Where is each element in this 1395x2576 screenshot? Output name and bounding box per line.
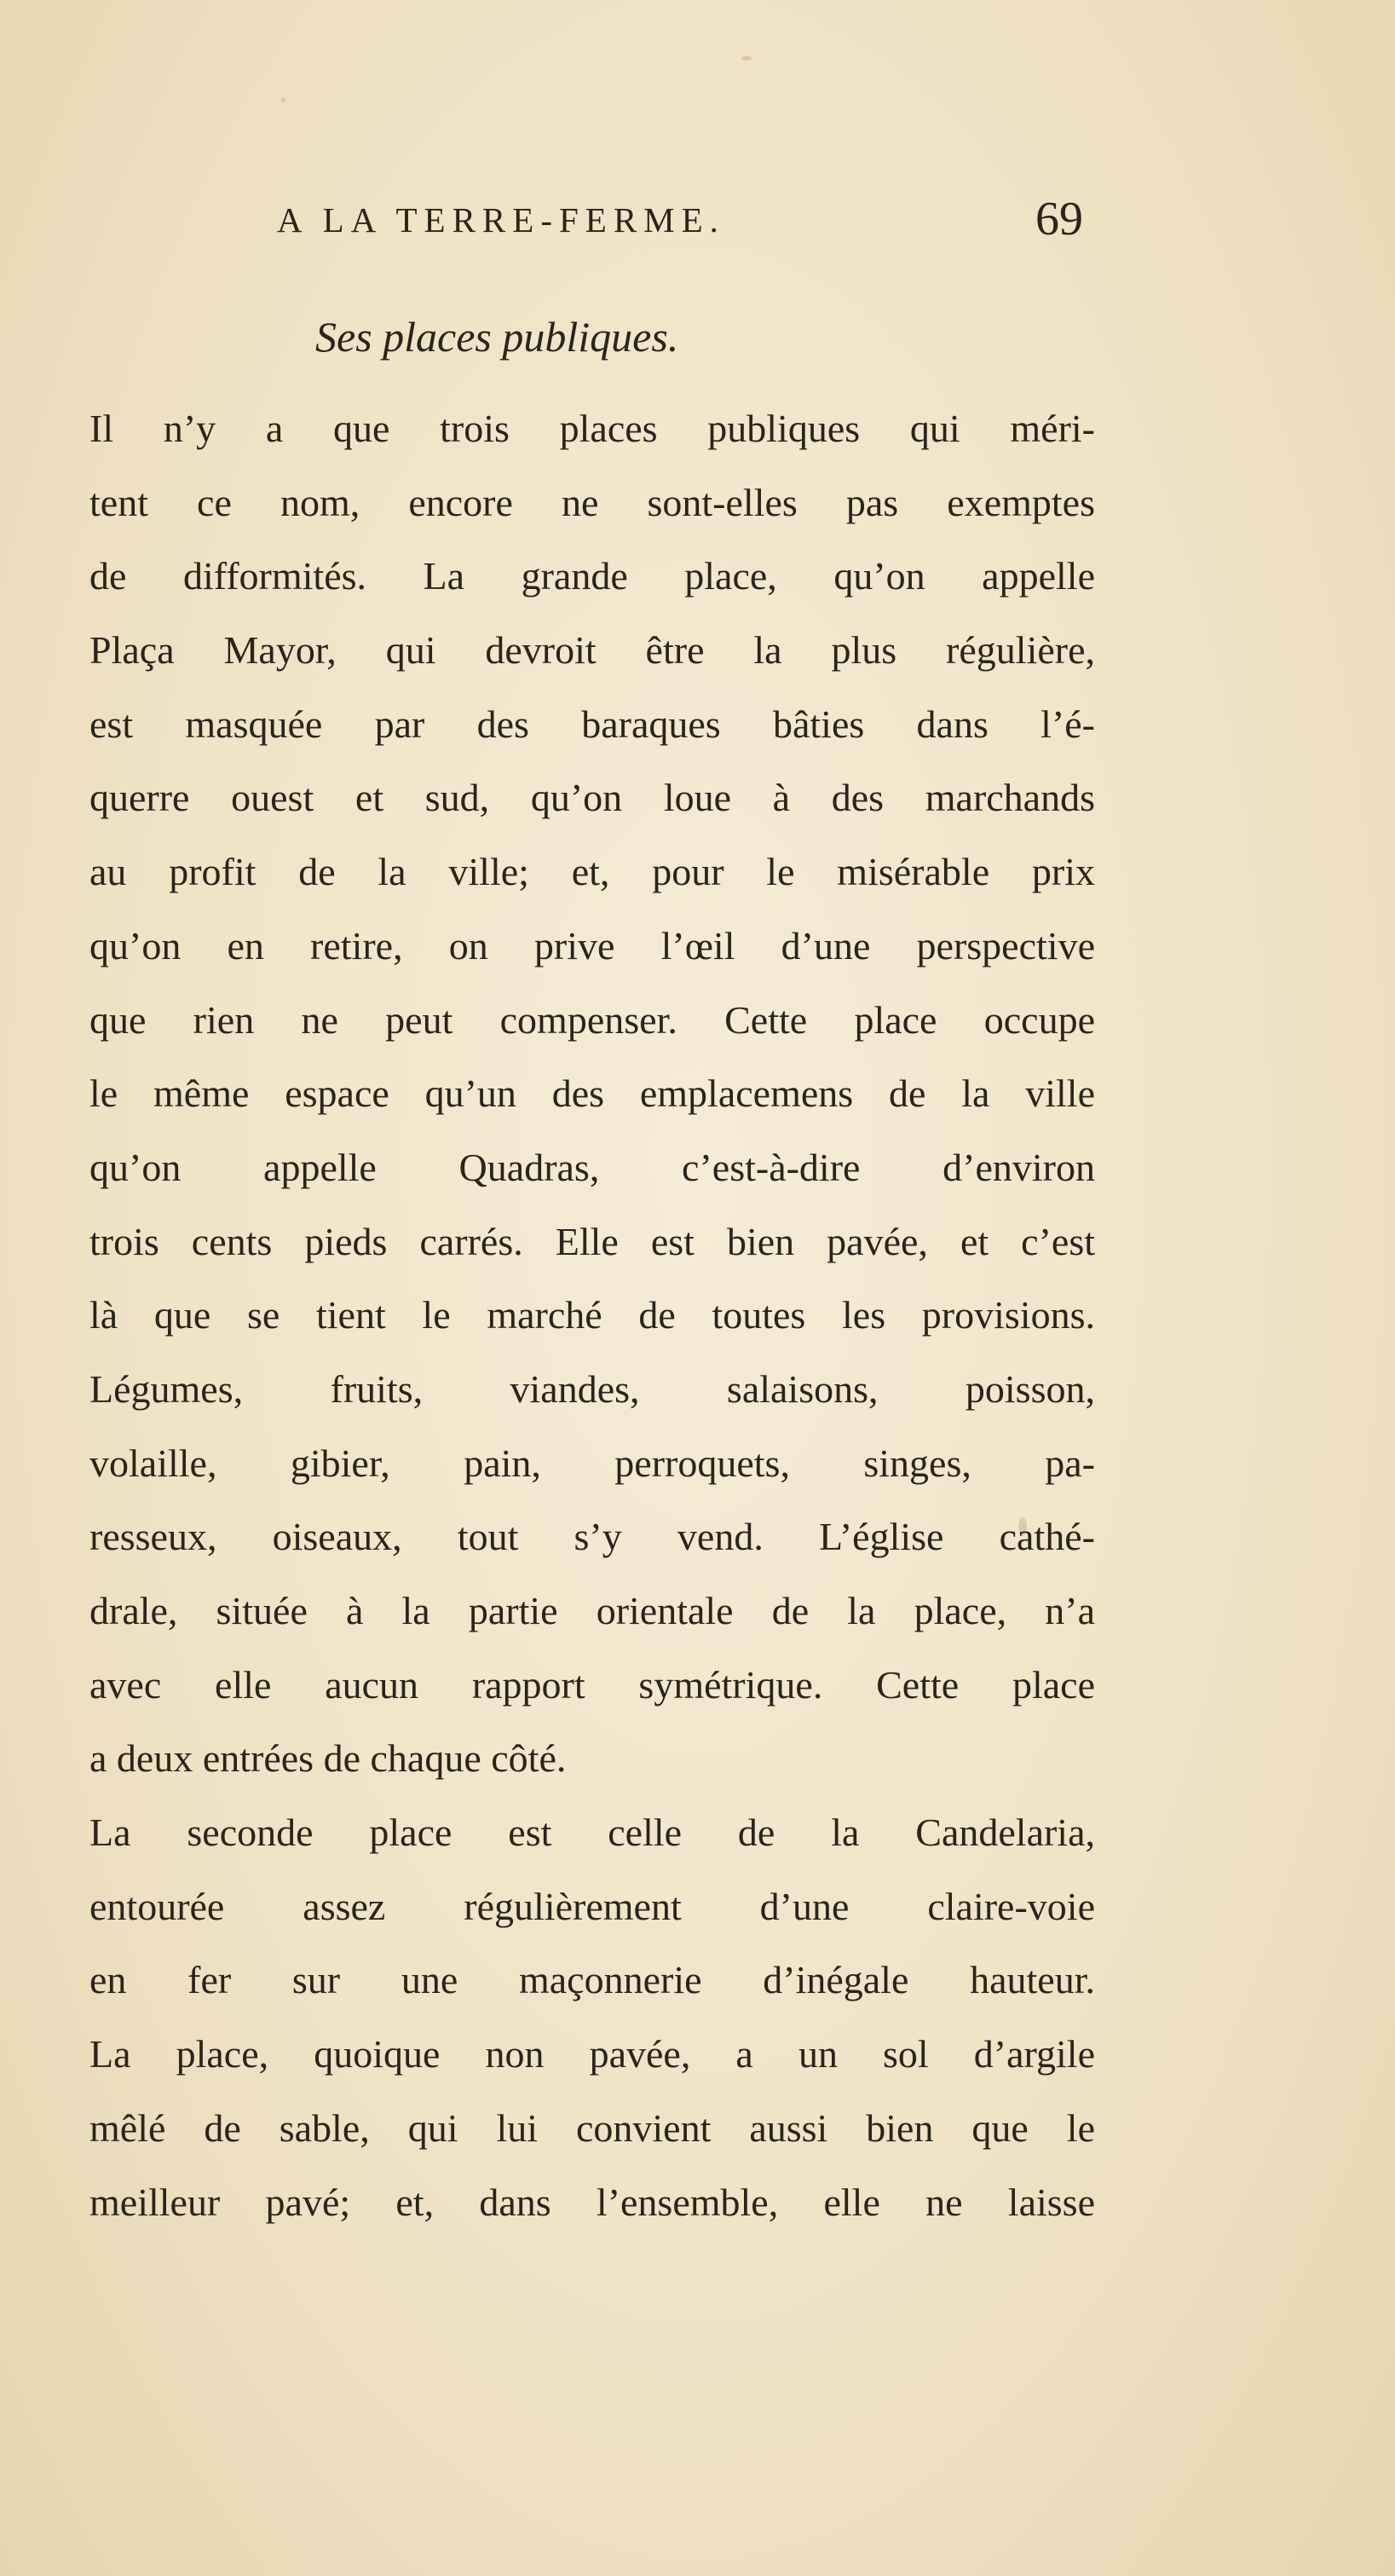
text-line: trois cents pieds carrés. Elle est bien pavée, et c’est [89, 1219, 1095, 1263]
text-line: La seconde place est celle de la Candelaria, [89, 1811, 1095, 1855]
text-line: Légumes, fruits, viandes, salaisons, poisson, [89, 1366, 1095, 1411]
paper-stain [741, 56, 752, 61]
page-number: 69 [1035, 193, 1083, 245]
text-line: avec elle aucun rapport symétrique. Cette place [89, 1662, 1095, 1707]
paragraph-2 [89, 1796, 1095, 2239]
text-line: est masquée par des baraques bâties dans l’é- [89, 702, 1095, 746]
text-line: en fer sur une maçonnerie d’inégale hauteur. [89, 1958, 1095, 2002]
text-line: resseux, oiseaux, tout s’y vend. L’église cathé- [89, 1515, 1095, 1559]
body-text [89, 392, 1095, 2239]
text-line: Plaça Mayor, qui devroit être la plus régulière, [89, 628, 1095, 673]
section-heading: Ses places publiques. [315, 313, 679, 361]
text-line: La place, quoique non pavée, a un sol d’argile [89, 2032, 1095, 2076]
text-line: de difformités. La grande place, qu’on appelle [89, 554, 1095, 598]
paper-stain [281, 98, 285, 102]
text-line: querre ouest et sud, qu’on loue à des marchands [89, 776, 1095, 820]
running-title: A LA TERRE-FERME. [277, 200, 725, 240]
text-line: au profit de la ville; et, pour le misérable prix [89, 850, 1095, 894]
text-line: là que se tient le marché de toutes les provisions. [89, 1293, 1095, 1337]
paragraph-1 [89, 392, 1095, 1796]
text-line: entourée assez régulièrement d’une claire-voie [89, 1884, 1095, 1928]
text-line: Il n’y a que trois places publiques qui méri- [89, 407, 1095, 450]
text-line: drale, située à la partie orientale de la place, n’a [89, 1589, 1095, 1632]
text-line: le même espace qu’un des emplacemens de la ville [89, 1071, 1095, 1116]
text-line: tent ce nom, encore ne sont-elles pas exemptes [89, 480, 1095, 524]
text-line: meilleur pavé; et, dans l’ensemble, elle ne laisse [89, 2180, 1095, 2224]
text-line: volaille, gibier, pain, perroquets, singes, pa- [89, 1441, 1095, 1485]
running-head [277, 194, 1129, 245]
text-line: qu’on appelle Quadras, c’est-à-dire d’environ [89, 1145, 1095, 1189]
text-line: que rien ne peut compenser. Cette place occupe [89, 997, 1095, 1042]
text-line: qu’on en retire, on prive l’œil d’une perspective [89, 923, 1095, 967]
text-line: a deux entrées de chaque côté. [89, 1736, 567, 1781]
text-line: mêlé de sable, qui lui convient aussi bien que le [89, 2105, 1095, 2150]
